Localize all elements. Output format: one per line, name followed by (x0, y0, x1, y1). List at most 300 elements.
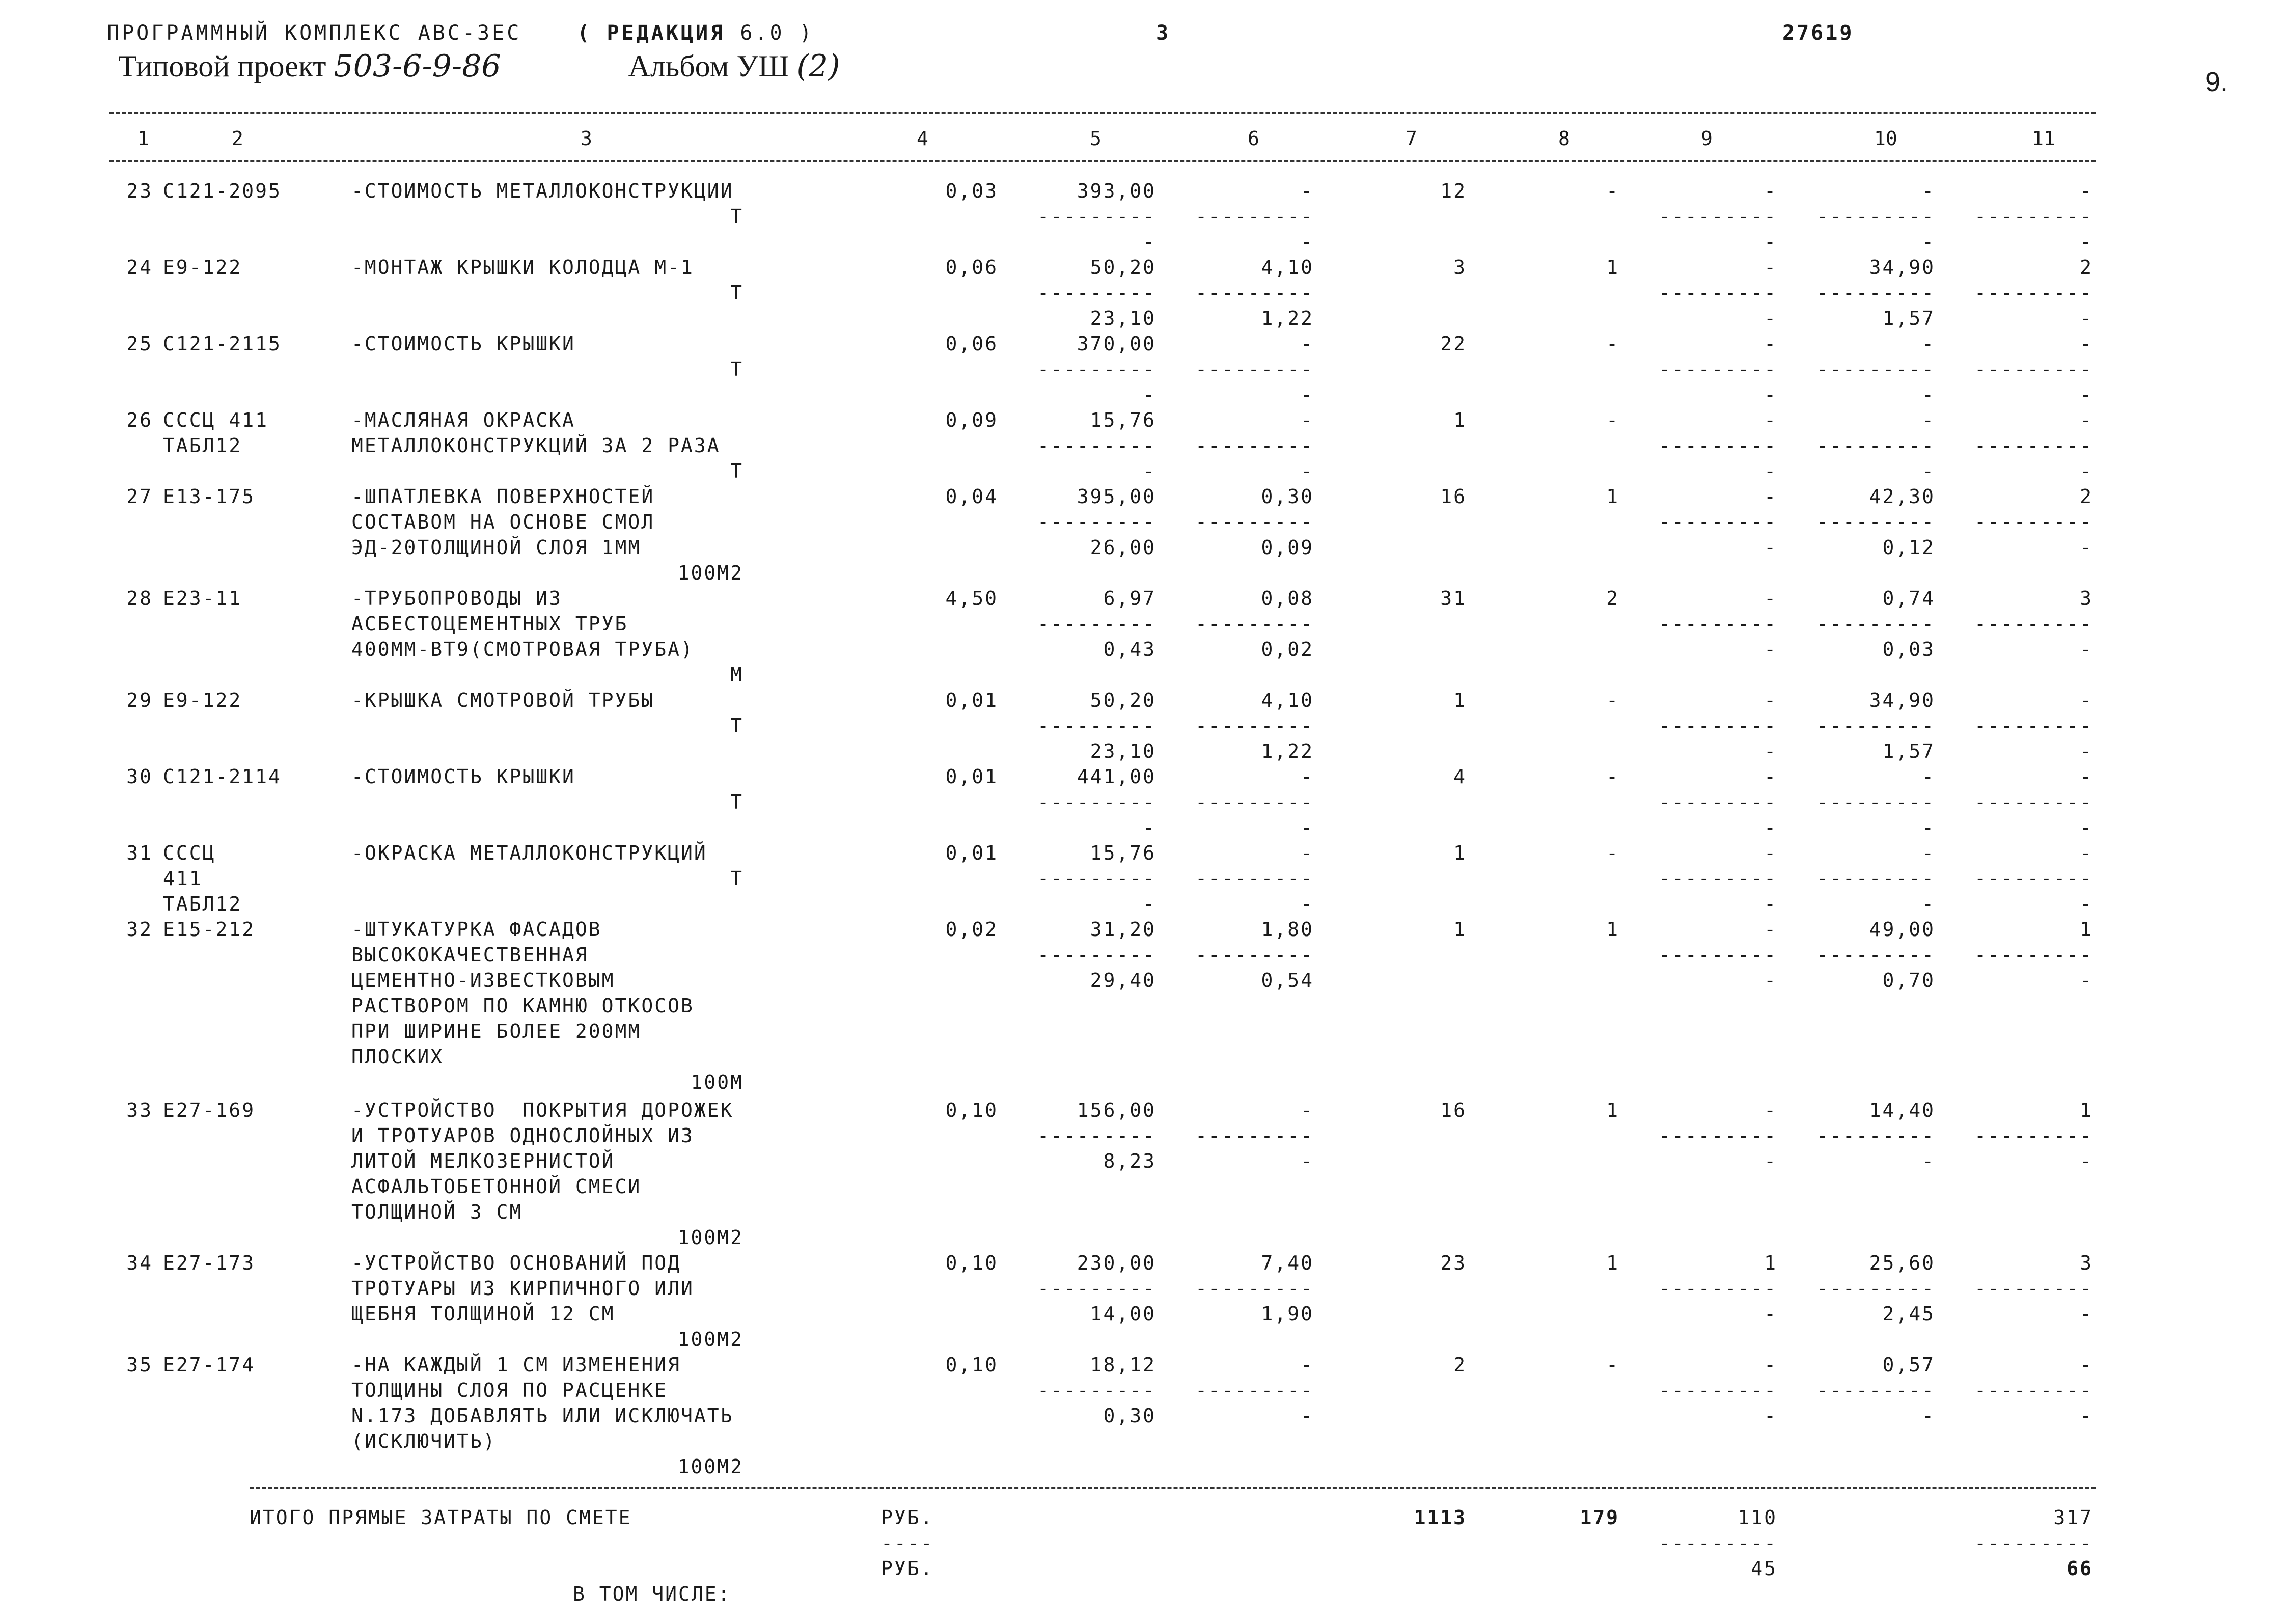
col11-top: - (2080, 842, 2093, 864)
col9-bottom: - (1764, 536, 1777, 559)
col10-bottom: - (1922, 231, 1935, 253)
unit-cost: 18,12 (1090, 1354, 1156, 1376)
col-separator: --------- (1659, 282, 1777, 304)
work-description: -УСТРОЙСТВО ОСНОВАНИЙ ПОД (351, 1252, 681, 1274)
work-description: -ШТУКАТУРКА ФАСАДОВ (351, 918, 602, 941)
col10-top: 0,74 (1882, 587, 1935, 610)
cost-separator: --------- (1037, 944, 1156, 966)
header-divider (109, 160, 2096, 162)
project-header (118, 48, 840, 84)
cost-separator: --------- (1037, 613, 1156, 635)
machinery-cost-unit: 26,00 (1090, 536, 1156, 559)
col-separator: --------- (1974, 613, 2093, 635)
unit-cost: 31,20 (1090, 918, 1156, 941)
labor-wage-unit: - (1301, 893, 1314, 915)
col-separator: --------- (1974, 282, 2093, 304)
row-number: 29 (126, 689, 153, 711)
column-header: 2 (232, 127, 243, 150)
col9-bottom: - (1764, 1405, 1777, 1427)
labor-cost-unit: - (1301, 1354, 1314, 1376)
sheet-number: 9. (2205, 67, 2228, 97)
labor-wage-unit: 0,02 (1261, 638, 1314, 660)
unit-of-measure: Т (730, 791, 743, 813)
machinery-cost-unit: - (1143, 460, 1156, 482)
col11-bottom: - (2080, 1405, 2093, 1427)
row-number: 34 (126, 1252, 153, 1274)
col9-bottom: - (1764, 638, 1777, 660)
totals-divider (250, 1487, 2096, 1489)
col9-top: - (1764, 689, 1777, 711)
col11-top: 2 (2080, 485, 2093, 508)
col-separator: --------- (1816, 791, 1935, 813)
total-cost: 3 (1453, 256, 1467, 279)
page-number: 3 (1156, 21, 1169, 45)
column-header: 1 (137, 127, 149, 150)
total-cost: 22 (1440, 333, 1467, 355)
machinery-cost-unit: - (1143, 383, 1156, 406)
col10-bottom: 1,57 (1882, 307, 1935, 329)
edition-label: ( РЕДАКЦИЯ (577, 21, 726, 45)
total-cost: 1 (1453, 689, 1467, 711)
col10-top: - (1922, 409, 1935, 431)
column-header: 10 (1874, 127, 1897, 150)
totals-unit-2: РУБ. (881, 1557, 934, 1580)
work-description: -СТОИМОСТЬ МЕТАЛЛОКОНСТРУКЦИИ (351, 180, 734, 202)
col-separator: --------- (1659, 1277, 1777, 1300)
top-divider (109, 112, 2096, 114)
labor-cost-unit: - (1301, 180, 1314, 202)
totals-unit-separator: ---- (881, 1532, 934, 1554)
col11-bottom: - (2080, 638, 2093, 660)
total-cost: 1 (1453, 842, 1467, 864)
col10-top: 34,90 (1869, 256, 1935, 279)
resource-code: СССЦ 411 (163, 409, 269, 431)
resource-code: Е9-122 (163, 256, 242, 279)
col-separator: --------- (1659, 867, 1777, 890)
column-header: 6 (1248, 127, 1259, 150)
total-cost: 1 (1453, 409, 1467, 431)
col-separator: --------- (1974, 358, 2093, 380)
cost-separator: --------- (1037, 1124, 1156, 1147)
total-labor: 1 (1606, 918, 1619, 941)
col9-bottom: - (1764, 893, 1777, 915)
col10-top: 34,90 (1869, 689, 1935, 711)
labor-cost-unit: - (1301, 765, 1314, 788)
col9-top: - (1764, 842, 1777, 864)
column-header: 7 (1406, 127, 1417, 150)
resource-code: ТАБЛ12 (163, 434, 242, 457)
including-label: В ТОМ ЧИСЛЕ: (573, 1583, 731, 1605)
col-separator: --------- (1816, 613, 1935, 635)
work-description: N.173 ДОБАВЛЯТЬ ИЛИ ИСКЛЮЧАТЬ (351, 1405, 734, 1427)
work-description: ЭД-20ТОЛЩИНОЙ СЛОЯ 1ММ (351, 536, 642, 559)
resource-code: Е23-11 (163, 587, 242, 610)
col10-bottom: 0,70 (1882, 969, 1935, 992)
cost-separator: --------- (1195, 1124, 1314, 1147)
col11-top: - (2080, 689, 2093, 711)
quantity: 0,06 (945, 333, 998, 355)
col-separator: --------- (1659, 205, 1777, 228)
work-description: 400ММ-ВТ9(СМОТРОВАЯ ТРУБА) (351, 638, 694, 660)
col9-top: - (1764, 1354, 1777, 1376)
col-separator: --------- (1659, 1124, 1777, 1147)
resource-code: Е15-212 (163, 918, 256, 941)
machinery-cost-unit: - (1143, 816, 1156, 839)
col9-top: - (1764, 918, 1777, 941)
cost-separator: --------- (1195, 358, 1314, 380)
col-separator: --------- (1816, 714, 1935, 737)
unit-of-measure: 100М2 (677, 1226, 743, 1249)
row-number: 24 (126, 256, 153, 279)
unit-of-measure: 100М2 (677, 562, 743, 584)
col-separator: --------- (1974, 1124, 2093, 1147)
col10-top: - (1922, 842, 1935, 864)
cost-separator: --------- (1037, 1379, 1156, 1401)
unit-of-measure: 100М (691, 1071, 743, 1093)
quantity: 0,01 (945, 689, 998, 711)
labor-wage-unit: - (1301, 1405, 1314, 1427)
labor-wage-unit: 1,90 (1261, 1303, 1314, 1325)
cost-separator: --------- (1195, 867, 1314, 890)
col-separator: --------- (1974, 205, 2093, 228)
row-number: 33 (126, 1099, 153, 1121)
project-number: 503-6-9-86 (334, 48, 501, 84)
col-separator: --------- (1816, 434, 1935, 457)
col-separator: --------- (1816, 358, 1935, 380)
unit-cost: 6,97 (1103, 587, 1156, 610)
row-number: 35 (126, 1354, 153, 1376)
unit-of-measure: Т (730, 460, 743, 482)
col-separator: --------- (1659, 613, 1777, 635)
total-labor: - (1606, 180, 1619, 202)
work-description: ЩЕБНЯ ТОЛЩИНОЙ 12 СМ (351, 1303, 615, 1325)
total-cost: 16 (1440, 485, 1467, 508)
labor-wage-unit: - (1301, 1150, 1314, 1172)
col10-top: - (1922, 333, 1935, 355)
unit-cost: 156,00 (1077, 1099, 1156, 1121)
resource-code: С121-2095 (163, 180, 282, 202)
col-separator: --------- (1974, 434, 2093, 457)
row-number: 27 (126, 485, 153, 508)
col10-top: - (1922, 765, 1935, 788)
col10-bottom: - (1922, 1405, 1935, 1427)
work-description: -НА КАЖДЫЙ 1 СМ ИЗМЕНЕНИЯ (351, 1354, 681, 1376)
unit-of-measure: Т (730, 282, 743, 304)
row-number: 31 (126, 842, 153, 864)
col9-bottom: - (1764, 1150, 1777, 1172)
total-cost: 16 (1440, 1099, 1467, 1121)
col-separator: --------- (1659, 714, 1777, 737)
col9-bottom: - (1764, 231, 1777, 253)
total-labor: 1 (1606, 1099, 1619, 1121)
col11-top: - (2080, 333, 2093, 355)
totals-unit-1: РУБ. (881, 1506, 934, 1529)
row-number: 25 (126, 333, 153, 355)
labor-cost-unit: 0,08 (1261, 587, 1314, 610)
col11-bottom: - (2080, 740, 2093, 762)
cost-separator: --------- (1037, 1277, 1156, 1300)
labor-wage-unit: - (1301, 816, 1314, 839)
machinery-cost-unit: 14,00 (1090, 1303, 1156, 1325)
col-separator: --------- (1816, 282, 1935, 304)
resource-code: С121-2114 (163, 765, 282, 788)
col-separator: --------- (1659, 1379, 1777, 1401)
total-cost: 23 (1440, 1252, 1467, 1274)
work-description: -МАСЛЯНАЯ ОКРАСКА (351, 409, 575, 431)
cost-separator: --------- (1037, 205, 1156, 228)
labor-cost-unit: - (1301, 409, 1314, 431)
total-labor: - (1606, 765, 1619, 788)
quantity: 0,02 (945, 918, 998, 941)
col-separator: --------- (1816, 1379, 1935, 1401)
work-description: ЛИТОЙ МЕЛКОЗЕРНИСТОЙ (351, 1150, 615, 1172)
col10-bottom: 0,12 (1882, 536, 1935, 559)
total-labor: - (1606, 1354, 1619, 1376)
col9-top: - (1764, 256, 1777, 279)
album-number: (2) (796, 48, 840, 84)
unit-cost: 370,00 (1077, 333, 1156, 355)
work-description: ТОЛЩИНОЙ 3 СМ (351, 1201, 523, 1223)
col-separator: --------- (1816, 205, 1935, 228)
col9-top: - (1764, 1099, 1777, 1121)
total-cost: 12 (1440, 180, 1467, 202)
col-separator: --------- (1659, 944, 1777, 966)
labor-cost-unit: 1,80 (1261, 918, 1314, 941)
unit-cost: 15,76 (1090, 409, 1156, 431)
cost-separator: --------- (1195, 282, 1314, 304)
col10-bottom: 2,45 (1882, 1303, 1935, 1325)
machinery-cost-unit: 29,40 (1090, 969, 1156, 992)
row-number: 32 (126, 918, 153, 941)
unit-of-measure: Т (730, 205, 743, 228)
unit-cost: 50,20 (1090, 689, 1156, 711)
cost-separator: --------- (1037, 791, 1156, 813)
unit-of-measure: Т (730, 714, 743, 737)
col11-bottom: - (2080, 383, 2093, 406)
col11-top: 1 (2080, 1099, 2093, 1121)
cost-separator: --------- (1195, 434, 1314, 457)
col10-top: 42,30 (1869, 485, 1935, 508)
col11-bottom: - (2080, 893, 2093, 915)
col10-bottom: 0,03 (1882, 638, 1935, 660)
work-description: -МОНТАЖ КРЫШКИ КОЛОДЦА М-1 (351, 256, 694, 279)
work-description: АСБЕСТОЦЕМЕНТНЫХ ТРУБ (351, 613, 628, 635)
total-labor: 1 (1606, 256, 1619, 279)
totals-col8: 179 (1580, 1506, 1619, 1529)
machinery-cost-unit: 0,43 (1103, 638, 1156, 660)
quantity: 4,50 (945, 587, 998, 610)
column-header: 5 (1090, 127, 1101, 150)
cost-separator: --------- (1037, 434, 1156, 457)
work-description: ТРОТУАРЫ ИЗ КИРПИЧНОГО ИЛИ (351, 1277, 694, 1300)
quantity: 0,03 (945, 180, 998, 202)
resource-code: Е27-173 (163, 1252, 256, 1274)
unit-of-measure: 100М2 (677, 1455, 743, 1478)
resource-code: С121-2115 (163, 333, 282, 355)
resource-code: Е13-175 (163, 485, 256, 508)
machinery-cost-unit: 0,30 (1103, 1405, 1156, 1427)
col-separator: --------- (1659, 434, 1777, 457)
totals-col11-bottom: 66 (2067, 1557, 2093, 1580)
work-description: ВЫСОКОКАЧЕСТВЕННАЯ (351, 944, 589, 966)
col9-bottom: - (1764, 969, 1777, 992)
quantity: 0,10 (945, 1354, 998, 1376)
machinery-cost-unit: 23,10 (1090, 740, 1156, 762)
col9-top: - (1764, 765, 1777, 788)
col11-top: - (2080, 1354, 2093, 1376)
labor-cost-unit: 7,40 (1261, 1252, 1314, 1274)
col9-top: - (1764, 587, 1777, 610)
unit-cost: 50,20 (1090, 256, 1156, 279)
unit-cost: 393,00 (1077, 180, 1156, 202)
total-cost: 2 (1453, 1354, 1467, 1376)
resource-code: ТАБЛ12 (163, 893, 242, 915)
col9-top: - (1764, 485, 1777, 508)
col9-bottom: - (1764, 383, 1777, 406)
unit-of-measure: Т (730, 867, 743, 890)
work-description: РАСТВОРОМ ПО КАМНЮ ОТКОСОВ (351, 995, 694, 1017)
col-separator: --------- (1816, 511, 1935, 533)
resource-code: Е27-169 (163, 1099, 256, 1121)
total-cost: 31 (1440, 587, 1467, 610)
unit-cost: 230,00 (1077, 1252, 1156, 1274)
col9-bottom: - (1764, 1303, 1777, 1325)
col11-top: - (2080, 765, 2093, 788)
col-separator: --------- (1974, 944, 2093, 966)
quantity: 0,10 (945, 1252, 998, 1274)
column-header: 3 (581, 127, 592, 150)
cost-separator: --------- (1195, 205, 1314, 228)
totals-col11-top: 317 (2053, 1506, 2093, 1529)
unit-cost: 395,00 (1077, 485, 1156, 508)
machinery-cost-unit: 8,23 (1103, 1150, 1156, 1172)
work-description: ПЛОСКИХ (351, 1045, 444, 1068)
program-name: ПРОГРАММНЫЙ КОМПЛЕКС АВС-3ЕС (107, 21, 522, 45)
row-number: 30 (126, 765, 153, 788)
quantity: 0,01 (945, 842, 998, 864)
labor-wage-unit: 0,09 (1261, 536, 1314, 559)
cost-separator: --------- (1037, 358, 1156, 380)
work-description: -СТОИМОСТЬ КРЫШКИ (351, 333, 575, 355)
total-labor: - (1606, 409, 1619, 431)
col9-top: - (1764, 333, 1777, 355)
total-labor: - (1606, 842, 1619, 864)
column-header: 8 (1558, 127, 1570, 150)
col-separator: --------- (1974, 511, 2093, 533)
col11-bottom: - (2080, 816, 2093, 839)
col11-top: 3 (2080, 1252, 2093, 1274)
col10-top: 0,57 (1882, 1354, 1935, 1376)
col10-bottom: - (1922, 1150, 1935, 1172)
cost-separator: --------- (1037, 511, 1156, 533)
col-separator: --------- (1974, 867, 2093, 890)
work-description: ЦЕМЕНТНО-ИЗВЕСТКОВЫМ (351, 969, 615, 992)
work-description: -КРЫШКА СМОТРОВОЙ ТРУБЫ (351, 689, 655, 711)
col-separator: --------- (1974, 1379, 2093, 1401)
resource-code: Е9-122 (163, 689, 242, 711)
document-number: 27619 (1782, 21, 1854, 45)
col9-top: - (1764, 409, 1777, 431)
work-description: -УСТРОЙСТВО ПОКРЫТИЯ ДОРОЖЕК (351, 1099, 734, 1121)
unit-of-measure: Т (730, 358, 743, 380)
totals-col9-top: 110 (1738, 1506, 1777, 1529)
labor-wage-unit: - (1301, 231, 1314, 253)
labor-wage-unit: 0,54 (1261, 969, 1314, 992)
total-cost: 1 (1453, 918, 1467, 941)
labor-cost-unit: 4,10 (1261, 689, 1314, 711)
col-separator: --------- (1816, 944, 1935, 966)
program-header (107, 21, 814, 45)
quantity: 0,09 (945, 409, 998, 431)
labor-cost-unit: - (1301, 333, 1314, 355)
col-separator: --------- (1659, 511, 1777, 533)
total-cost: 4 (1453, 765, 1467, 788)
row-number: 28 (126, 587, 153, 610)
row-number: 23 (126, 180, 153, 202)
col11-bottom: - (2080, 969, 2093, 992)
unit-of-measure: 100М2 (677, 1328, 743, 1351)
album-label: Альбом УШ (628, 49, 789, 83)
col-separator: --------- (1816, 1277, 1935, 1300)
col10-bottom: - (1922, 383, 1935, 406)
col9-bottom: - (1764, 740, 1777, 762)
col-separator: --------- (1816, 1124, 1935, 1147)
labor-cost-unit: 4,10 (1261, 256, 1314, 279)
work-description: -ОКРАСКА МЕТАЛЛОКОНСТРУКЦИЙ (351, 842, 707, 864)
total-labor: - (1606, 689, 1619, 711)
labor-wage-unit: 1,22 (1261, 740, 1314, 762)
col-separator: --------- (1659, 791, 1777, 813)
col-separator: --------- (1659, 358, 1777, 380)
quantity: 0,10 (945, 1099, 998, 1121)
labor-wage-unit: 1,22 (1261, 307, 1314, 329)
col11-top: 2 (2080, 256, 2093, 279)
work-description: ПРИ ШИРИНЕ БОЛЕЕ 200ММ (351, 1020, 642, 1042)
col11-bottom: - (2080, 307, 2093, 329)
col11-bottom: - (2080, 1150, 2093, 1172)
machinery-cost-unit: - (1143, 231, 1156, 253)
col10-bottom: 1,57 (1882, 740, 1935, 762)
column-header: 11 (2032, 127, 2055, 150)
resource-code: Е27-174 (163, 1354, 256, 1376)
col11-bottom: - (2080, 536, 2093, 559)
cost-separator: --------- (1037, 282, 1156, 304)
cost-separator: --------- (1195, 1277, 1314, 1300)
col10-top: 49,00 (1869, 918, 1935, 941)
col10-top: 25,60 (1869, 1252, 1935, 1274)
cost-separator: --------- (1195, 511, 1314, 533)
col10-top: - (1922, 180, 1935, 202)
col11-bottom: - (2080, 231, 2093, 253)
quantity: 0,01 (945, 765, 998, 788)
resource-code: СССЦ (163, 842, 216, 864)
cost-separator: --------- (1037, 714, 1156, 737)
col9-bottom: - (1764, 816, 1777, 839)
work-description: АСФАЛЬТОБЕТОННОЙ СМЕСИ (351, 1175, 642, 1198)
machinery-cost-unit: 23,10 (1090, 307, 1156, 329)
labor-cost-unit: 0,30 (1261, 485, 1314, 508)
totals-col7: 1113 (1414, 1506, 1467, 1529)
cost-separator: --------- (1195, 613, 1314, 635)
col-separator: --------- (1816, 867, 1935, 890)
col9-top: - (1764, 180, 1777, 202)
col11-top: 3 (2080, 587, 2093, 610)
labor-wage-unit: - (1301, 460, 1314, 482)
cost-separator: --------- (1195, 1379, 1314, 1401)
totals-col9-bottom: 45 (1751, 1557, 1777, 1580)
work-description: СОСТАВОМ НА ОСНОВЕ СМОЛ (351, 511, 655, 533)
col10-top: 14,40 (1869, 1099, 1935, 1121)
